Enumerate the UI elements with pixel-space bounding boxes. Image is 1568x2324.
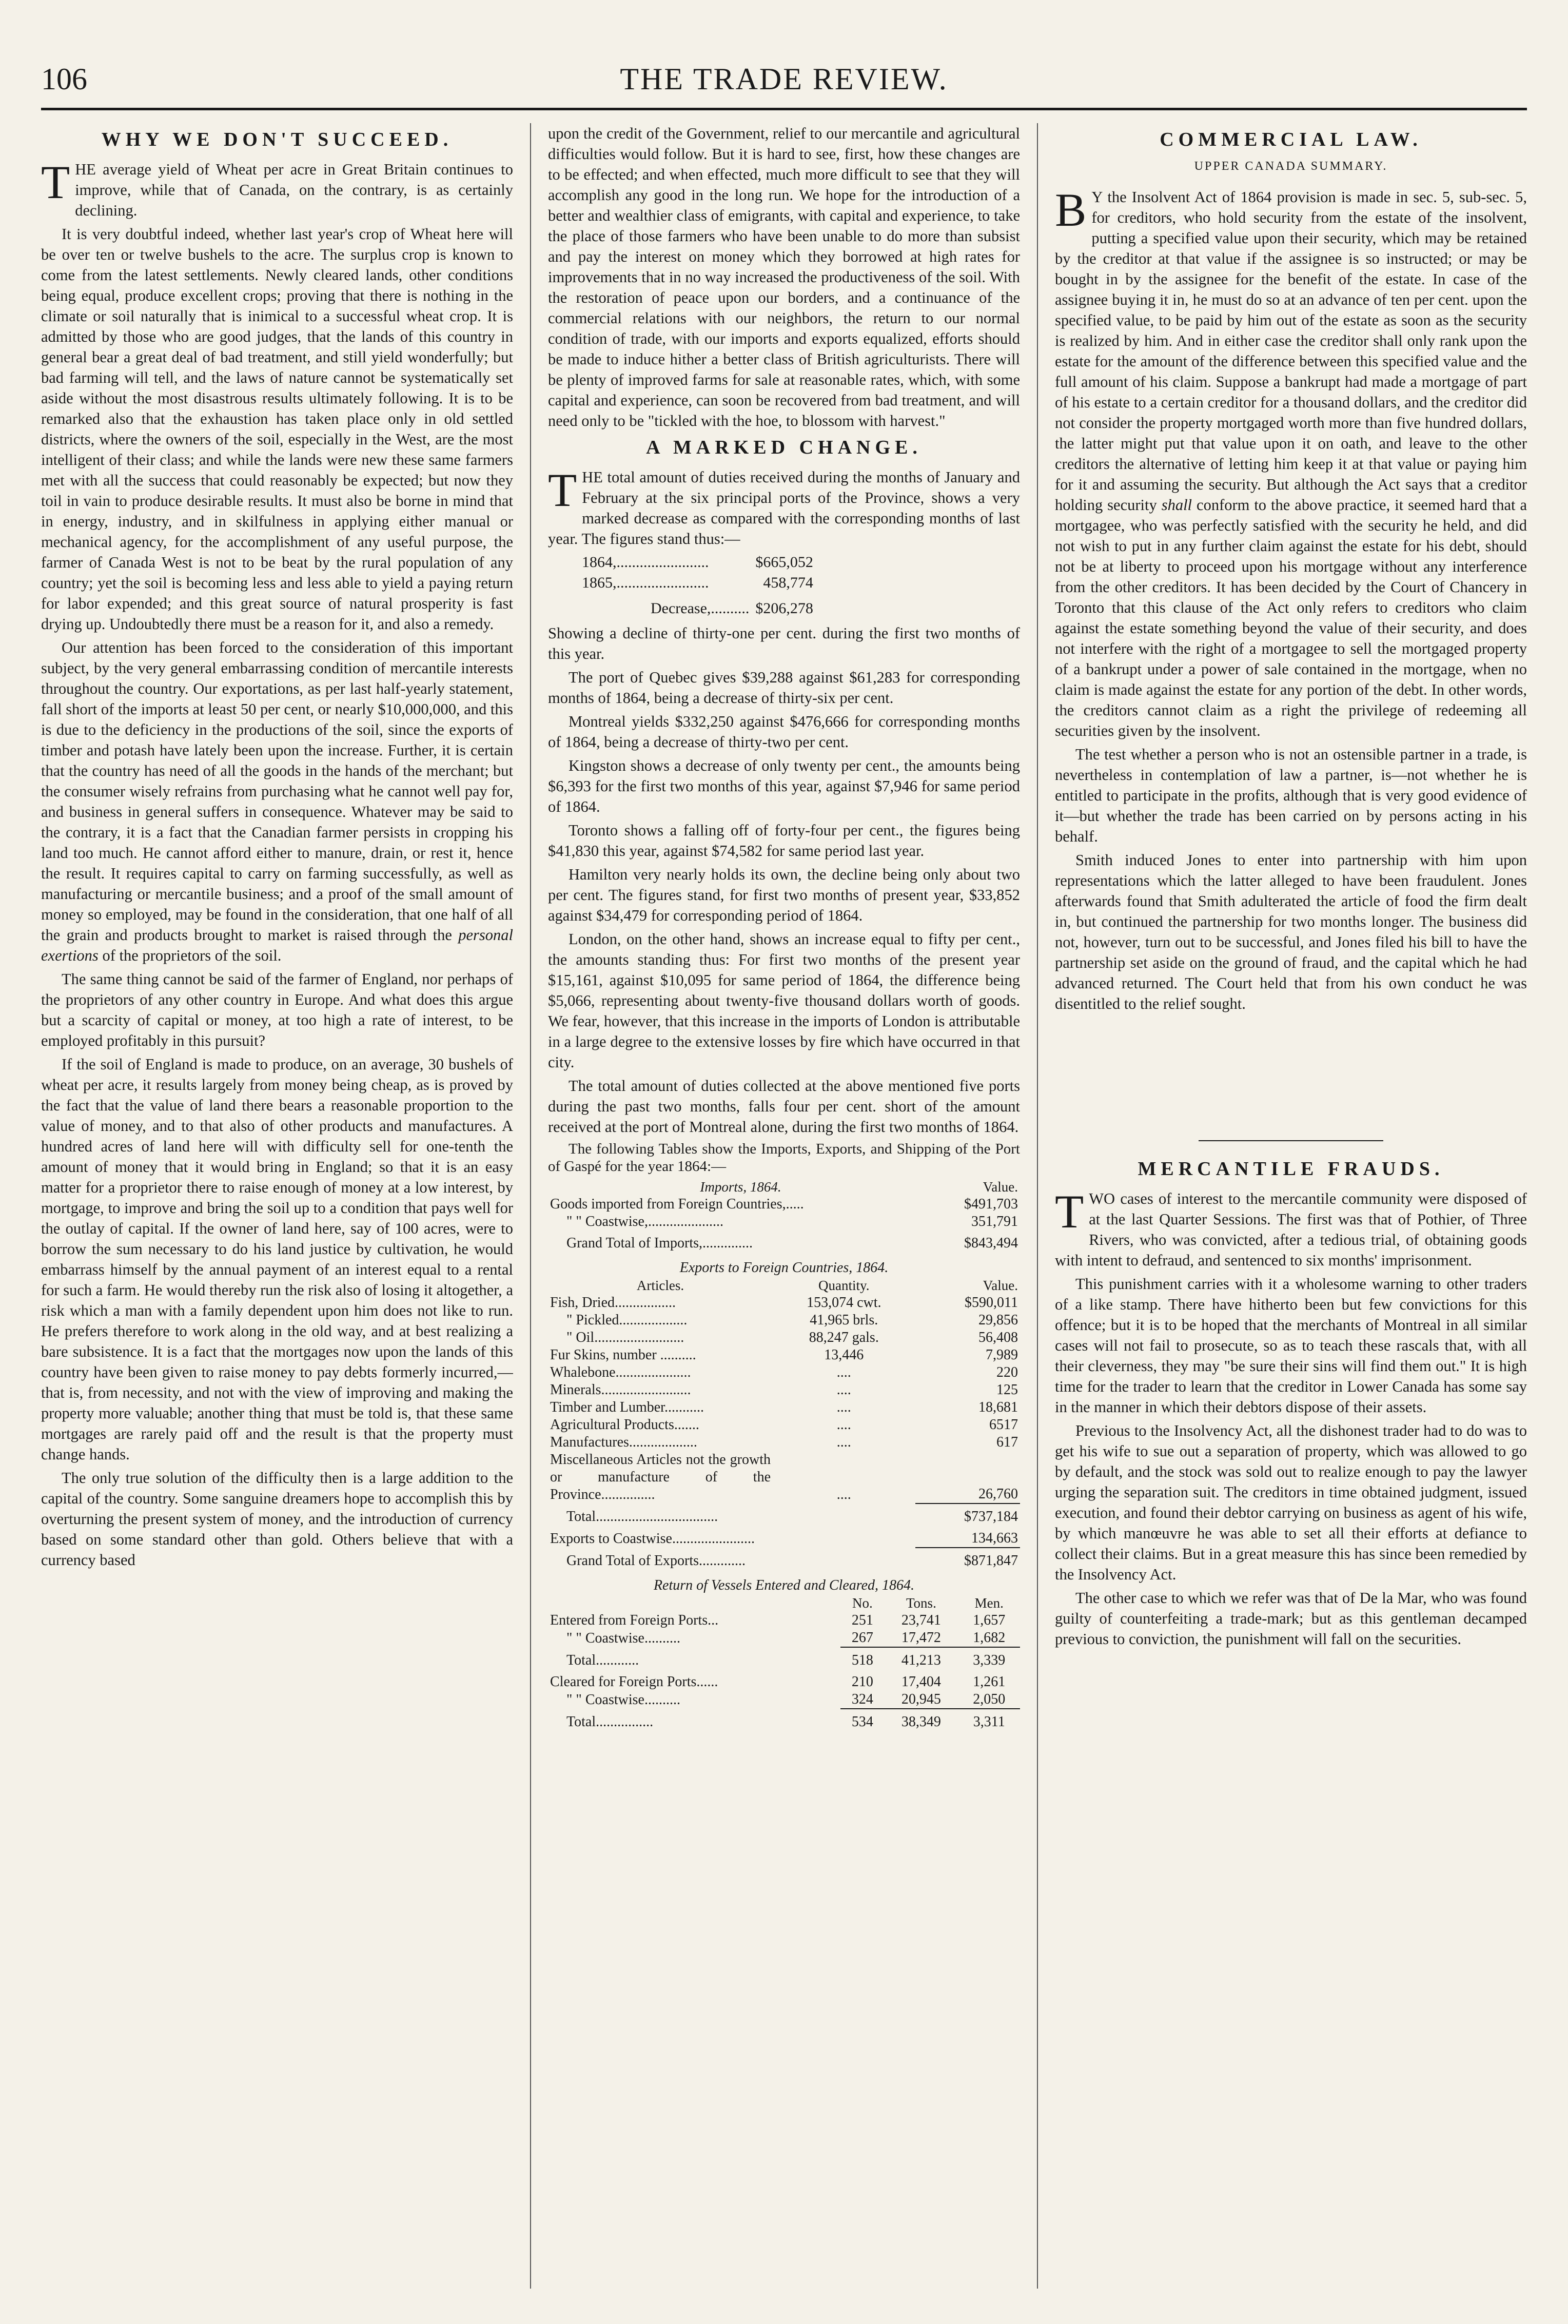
article-paragraph: upon the credit of the Government, relief to our mercantile and agricultural difficulties would follow. But it is hard to see, first, how these changes are to be effected; and when effected, much more difficult to see that they will accomplish any good in the long run. We hope for the introduction of a better and wealthier class of emigrants, with capital and experience, to take the place of those farmers who have been unable to do more than subsist and pay the interest on money which they borrowed at high rates for improvements that in no way increased the productiveness of the soil. With the restoration of peace upon our borders, and a continuance of the commercial relations with our neighbors, the return to our normal condition of trade, with our imports and exports equalized, efforts should be made to induce hither a better class of British agriculturists. There will be plenty of improved farms for sale at reasonable rates, which, with some capital and experience, can soon be recovered from bad treatment, and will need only to be "tickled with the hoe, to blossom with harvest." [548, 125, 1020, 429]
column-rule [530, 123, 531, 2289]
table-row: Fish, Dried................. 153,074 cwt. $590,011 [550, 1295, 1018, 1311]
page-number: 106 [41, 62, 87, 96]
table-total-row: Total.................................. $737,184 [548, 1503, 1020, 1530]
table-row: Timber and Lumber........... .... 18,681 [550, 1399, 1018, 1415]
article-paragraph: The port of Quebec gives $39,288 against $61,283 for corresponding months of 1864, being a decrease of thirty-six per cent. [548, 669, 1020, 707]
table-row: Miscellaneous Articles not the growth or manufacture of the Province............... .... 26,760 [550, 1452, 1018, 1502]
columns [41, 123, 1527, 2294]
table-total-row: Grand Total of Exports............. $871,847 [548, 1548, 1020, 1574]
table-row: Cleared for Foreign Ports...... 210 17,404 1,261 [550, 1674, 1006, 1690]
article-paragraph: B Y the Insolvent Act of 1864 provision is made in sec. 5, sub-sec. 5, for creditors, who hold security from the estate of the insolvent, putting a specified value upon their security, which may be retained by the creditor at that value if the assignee is so instructed; or may be bought in by the assignee for the benefit of the estate. In case of the assignee buying it in, he must do so at an advance of ten per cent. upon the specified value, to be paid by him out of the estate as soon as the security is realized by him. And in either case the creditor shall only rank upon the estate for the amount of the difference between this specified value and the full amount of his claim. Suppose a bankrupt had made a mortgage of part of his estate to a certain creditor for a thousand dollars, and the creditor did not consider the property mortgaged worth more than five hundred dollars, the latter might put that value upon it on oath, and leave to the other creditors the alternative of letting him keep it at that value or paying him for it and assuming the security. But although the Act says that a creditor holding security shall conform to the above practice, it seemed hard that a mortgagee, who was perfectly satisfied with the security he held, and did not wish to put in any further claim against the estate for his debt, should not be at liberty to proceed upon his mortgage without any interference from the other creditors. It has been decided by the Court of Chancery in Toronto that this clause of the Act only refers to creditors who claim against the estate something beyond the value of their security, and does not interfere with the right of a mortgagee to sell the mortgaged property of a bankrupt under a power of sale contained in the mortgage, when no claim is made against the estate for any portion of the debt. In other words, the creditors cannot claim as a right the privilege of redeeming all securities given by the insolvent. [1055, 184, 1527, 739]
table-row: Minerals......................... .... 125 [550, 1382, 1018, 1398]
table-row: 1865,........................ 458,774 [582, 574, 813, 591]
article-paragraph: Hamilton very nearly holds its own, the decline being only about two per cent. The figures stand, for first two months of present year, $33,852 against $34,479 for corresponding period of 1864. [548, 866, 1020, 924]
drop-cap: B [1055, 184, 1087, 236]
table-caption-row: Exports to Foreign Countries, 1864. [679, 1260, 889, 1276]
emphasis: personal exertions [41, 926, 513, 964]
table-total-row: Grand Total of Imports,.............. $843,494 [566, 1235, 1018, 1251]
article-headline: MERCANTILE FRAUDS. [1138, 1158, 1444, 1180]
drop-cap: T [1055, 1185, 1084, 1238]
article-paragraph: Kingston shows a decrease of only twenty per cent., the amounts being $6,393 for the first two months of this year, against $7,946 for same period of 1864. [548, 757, 1020, 815]
article-paragraph: Previous to the Insolvency Act, all the dishonest trader had to do was to get his wife to sue out a separation of property, which was allowed to go by default, and the stock was sold out to realize enough to pay the lawyer urging the separation suit. The creditors in time obtained judgment, issued execution, and found their debtor carrying on business as agent of his wife, by which manœuvre he was able to set all their efforts at defiance to collect their claims. But in a great measure this has since been remedied by the Insolvency Act. [1055, 1422, 1527, 1583]
table-row: Agricultural Products....... .... 6517 [550, 1417, 1018, 1433]
column-rule [1037, 123, 1038, 2289]
article-paragraph: The total amount of duties collected at the above mentioned five ports during the past two months, falls four per cent. short of the amount received at the port of Montreal alone, during the first two months of 1864. [548, 1077, 1020, 1136]
article-paragraph: The other case to which we refer was that of De la Mar, who was found guilty of counterfeiting a trade-mark; but as this gentleman decamped previous to conviction, the punishment will fall on the securities. [1055, 1589, 1527, 1648]
column-1 [41, 123, 513, 2289]
article-paragraph: The only true solution of the difficulty then is a large addition to the capital of the country. Some sanguine dreamers hope to accomplish this by overturning the present system of money, and the introduction of currency based on some standard other than gold. Others believe that with a currency based [41, 1469, 513, 1569]
article-paragraph: The test whether a person who is not an ostensible partner in a trade, is nevertheless in contemplation of law a partner, is—not whether he is entitled to participate in the profits, although that is very good evidence of it—but whether the trade has been carried on by persons acting in his behalf. [1055, 746, 1527, 845]
table-total-row: Decrease,.......... $206,278 [651, 600, 813, 617]
table-total-row: Total............ 518 41,213 3,339 [548, 1647, 1020, 1673]
table-row: " " Coastwise.......... 267 17,472 1,682 [566, 1630, 1006, 1646]
running-title: THE TRADE REVIEW. [620, 62, 948, 96]
table-total-row: Total................ 534 38,349 3,311 [548, 1709, 1020, 1735]
table-header-row: No. Tons. Men. [852, 1595, 1004, 1611]
gaspe-exports-table [548, 1259, 1020, 1574]
table-header-row: Articles. Quantity. Value. [636, 1278, 1018, 1293]
table-row: " Pickled................... 41,965 brls. 29,856 [566, 1312, 1018, 1328]
article-paragraph: It is very doubtful indeed, whether last year's crop of Wheat here will be over ten or twelve bushels to the acre. The surplus crop is known to come from the latest settlements. Newly cleared lands, other conditions being equal, produce excellent crops; proving that there is nothing in the climate or soil naturally that is inimical to a successful wheat crop. It is admitted by those who are good judges, that the lands of this country in general bear a great deal of bad treatment, and still yield wonderfully; but bad farming will tell, and the laws of nature cannot be systematically set aside without the most disastrous results ultimately following. It is to be remarked also that the exhaustion has taken place only in old settled districts, where the owners of the soil, especially in the West, are the most intelligent of their class; and while the lands were new these same farmers met with all the success that could reasonably be expected; but now they toil in vain to produce desirable results. It must also be borne in mind that in energy, industry, and in skilfulness in applying either manual or mechanical agency, for the accomplishment of any useful purpose, the farmer of Canada West is not to be beat by the rural population of any country; yet the soil is becoming less and less able to yield a paying return for labor expended; and this great source of natural prosperity is fast drying up. Undoubtedly there must be a reason for it, and also a remedy. [41, 225, 513, 633]
article-paragraph: TWO cases of interest to the mercantile community were disposed of at the last Quarter Sessions. The first was that of Pothier, of Three Rivers, who was convicted, after a tedious trial, of obtaining goods with intent to defraud, and sentenced to six months' imprisonment. [1055, 1185, 1527, 1269]
table-row: 1864,........................ $665,052 [582, 554, 813, 571]
article-paragraph: Montreal yields $332,250 against $476,666 for corresponding months of 1864, being a decrease of thirty-two per cent. [548, 713, 1020, 751]
article-paragraph: Our attention has been forced to the consideration of this important subject, by the very general embarrassing condition of mercantile interests throughout the country. Our exportations, as per last half-yearly statement, fall short of the imports at least 50 per cent, or nearly $10,000,000, and this is due to the deficiency in the productions of the soil, since the exports of timber and potash have lately been upon the increase. Further, it is certain that the country has need of all the goods in the hands of the merchant; but the consumer wisely refrains from purchasing what he cannot well pay for, and business in general suffers in consequence. Whatever may be said to the contrary, it is a fact that the Canadian farmer persists in cropping his land too much. He cannot afford either to manure, drain, or rest it, hence the result. It requires capital to carry on farming successfully, as well as manufacturing or mercantile business; and a proof of the small amount of money so employed, may be found in the consideration, that one half of all the grain and products brought to market is raised through the personal exertions of the proprietors of the soil. [41, 639, 513, 964]
article-headline: A MARKED CHANGE. [646, 437, 922, 458]
table-caption-row: Imports, 1864. Value. [700, 1179, 1018, 1195]
table-row: Exports to Coastwise....................... 134,663 [550, 1530, 1018, 1547]
duties-table [579, 552, 816, 619]
gaspe-vessels-table [548, 1577, 1020, 1735]
column-3 [1055, 123, 1527, 2289]
article-paragraph: If the soil of England is made to produce, on an average, 30 bushels of wheat per acre, it results largely from money being cheap, as is proved by the fact that the value of land there bears a reasonable proportion to the value of money, and to that also of other products and manufactures. A hundred acres of land here will with difficulty sell for one-tenth the amount of money that it would bring in England; so that it is an easy matter for a proprietor there to raise enough of money at a low interest, by mortgage, to improve and bring the soil up to a condition that pays well for the outlay of capital. If the owner of land here, say of 100 acres, were to borrow the sum necessary to do his land justice by cultivation, he would embarrass himself by the annual payment of an interest equal to a rental for such a farm. He would thereby run the risk also of losing it altogether, a risk which a man with a family dependent upon him does not like to run. He prefers therefore to work along in the old way, and at best realizing a bare subsistence. It is a fact that the mortgages now upon the lands of this country have been given to raise money to pay debts formerly incurred,—that is, from necessity, and not with the view of improving and making the property more valuable; another thing that must be told is, that these same mortgages are rarely paid off and the result is that the property must change hands. [41, 1056, 513, 1463]
table-row: " " Coastwise,..................... 351,791 [566, 1214, 1018, 1229]
table-row: Entered from Foreign Ports... 251 23,741 1,657 [550, 1612, 1006, 1628]
article-headline: WHY WE DON'T SUCCEED. [101, 129, 453, 150]
tables-intro: The following Tables show the Imports, Exports, and Shipping of the Port of Gaspé for the year 1864:— [548, 1141, 1020, 1175]
table-row: " " Coastwise.......... 324 20,945 2,050 [566, 1691, 1006, 1708]
article-paragraph: This punishment carries with it a wholesome warning to other traders of a like stamp. There have hitherto been but few convictions for this offence; but it is to be hoped that the merchants of Montreal in all similar cases will not fail to prosecute, so as to teach these rascals that, with all their cleverness, they may "be sure their sins will find them out." It is high time for the trader to learn that the creditor in Lower Canada has some say in the manner in which their debtors dispose of their assets. [1055, 1275, 1527, 1416]
table-caption-row: Return of Vessels Entered and Cleared, 1864. [653, 1577, 915, 1593]
article-paragraph: Toronto shows a falling off of forty-four per cent., the figures being $41,830 this year, against $74,582 for same period last year. [548, 822, 1020, 860]
article-paragraph: Showing a decline of thirty-one per cent. during the first two months of this year. [548, 624, 1020, 662]
drop-cap: T [41, 156, 70, 208]
column-2 [548, 123, 1020, 2289]
table-row: Manufactures................... .... 617 [550, 1434, 1018, 1450]
table-row: Whalebone..................... .... 220 [550, 1364, 1018, 1380]
article-paragraph: THE average yield of Wheat per acre in Great Britain continues to improve, while that of Canada, on the contrary, is as certainly declining. [41, 156, 513, 219]
article-paragraph: London, on the other hand, shows an increase equal to fifty per cent., the amounts standing thus: For first two months of the present year $15,161, against $10,095 for same period of 1864, the difference being $5,066, representing about twenty-five thousand dollars worth of goods. We fear, however, that this increase in the imports of London is attributable in a large degree to the extensive losses by fire which have occurred in that city. [548, 930, 1020, 1071]
article-paragraph: The same thing cannot be said of the farmer of England, nor perhaps of the proprietors of any other country in Europe. And what does this argue but a scarcity of capital or money, at too high a rate of interest, to be employed profitably in this pursuit? [41, 970, 513, 1049]
section-divider [1199, 1140, 1383, 1141]
emphasis: shall [1161, 496, 1192, 514]
table-row: Goods imported from Foreign Countries,..... $491,703 [550, 1196, 1018, 1212]
article-headline: COMMERCIAL LAW. [1160, 129, 1422, 150]
gaspe-imports-table [548, 1178, 1020, 1256]
article-subhead: UPPER CANADA SUMMARY. [1194, 160, 1388, 173]
table-row: Fur Skins, number .......... 13,446 7,989 [550, 1347, 1018, 1363]
article-paragraph: Smith induced Jones to enter into partnership with him upon representations which the latter alleged to have been fraudulent. Jones afterwards found that Smith adulterated the article of food the firm dealt in, but continued the partnership for two months longer. The business did not, however, turn out to be successful, and Jones filed his bill to have the partnership set aside on the ground of fraud, and the capital which he had advanced returned. The Court held that from his own conduct he was disentitled to the relief sought. [1055, 851, 1527, 1012]
page-header [41, 56, 1527, 110]
drop-cap: T [548, 464, 577, 516]
table-row: " Oil......................... 88,247 gals. 56,408 [566, 1330, 1018, 1345]
article-paragraph: THE total amount of duties received during the months of January and February at the six principal ports of the Province, shows a very marked decrease as compared with the corresponding months of last year. The figures stand thus:— [548, 464, 1020, 548]
